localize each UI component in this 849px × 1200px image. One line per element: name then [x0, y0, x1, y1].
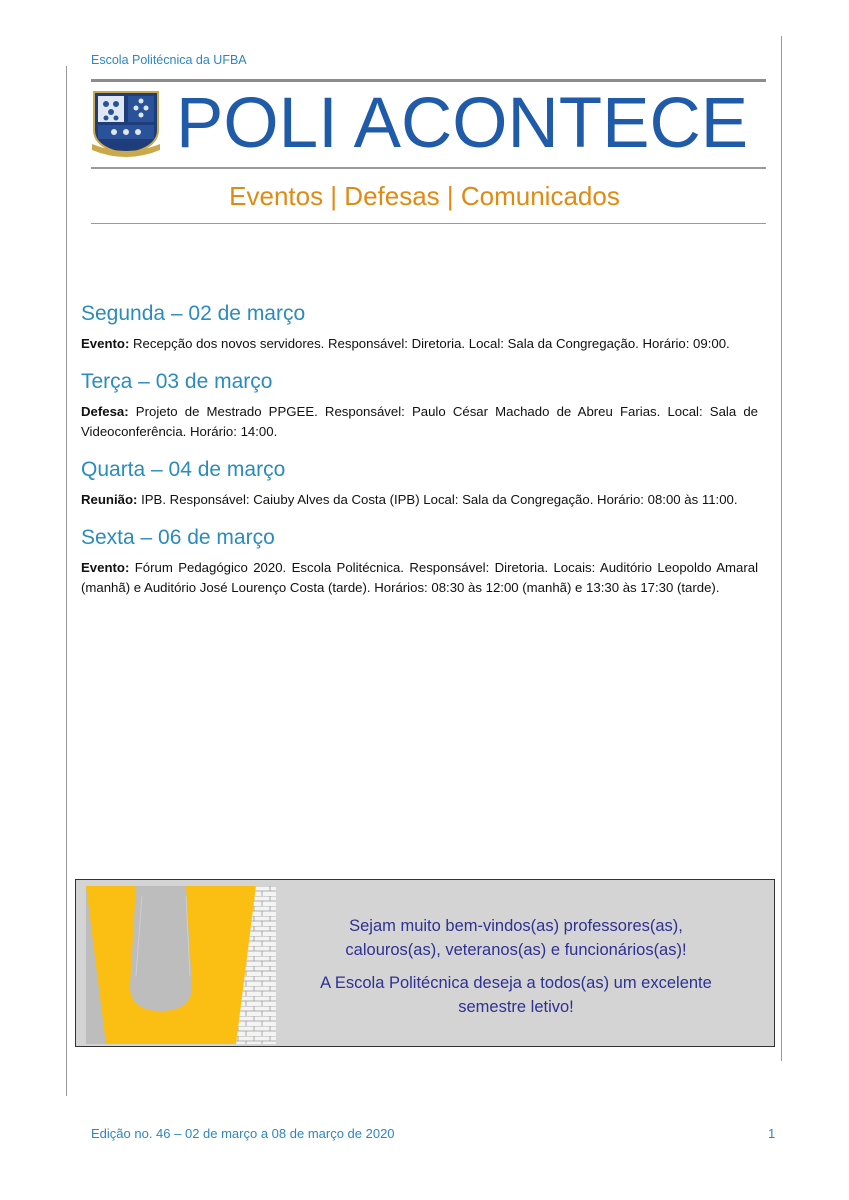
- edition-info: Edição no. 46 – 02 de março a 08 de março de 2020: [91, 1126, 395, 1141]
- day-section: [81, 300, 758, 354]
- entry-text: Recepção dos novos servidores. Responsável: Diretoria. Local: Sala da Congregação. Horário: 09:00.: [129, 336, 730, 351]
- left-margin-line: [66, 66, 67, 1096]
- newsletter-title: POLI ACONTECE: [176, 84, 749, 163]
- header-rule-bottom: [91, 223, 766, 224]
- newsletter-subtitle: Eventos | Defesas | Comunicados: [229, 181, 620, 211]
- banner-message: [306, 914, 726, 1028]
- entry-label: Defesa:: [81, 404, 129, 419]
- entry-label: Evento:: [81, 560, 130, 575]
- header-rule-top: [91, 79, 766, 82]
- header-rule-middle: [91, 167, 766, 169]
- entry-text: Fórum Pedagógico 2020. Escola Politécnica. Responsável: Diretoria. Locais: Auditório Leopoldo Amaral (manhã) e Auditório José Lourenço Costa (tarde). Horários: 08:30 às 12:00 (manhã) e 13:30 às 17:30 (tarde).: [81, 560, 758, 595]
- entry-label: Evento:: [81, 336, 130, 351]
- entry-label: Reunião:: [81, 492, 138, 507]
- schedule-content: [81, 300, 758, 612]
- day-heading: Terça – 03 de março: [81, 370, 273, 393]
- poli-logo-brick-icon: [86, 886, 276, 1044]
- page-number: 1: [768, 1126, 776, 1141]
- day-section: [81, 456, 758, 510]
- welcome-banner: [75, 879, 775, 1047]
- day-entry: [81, 334, 758, 354]
- ufba-crest-icon: [90, 88, 162, 158]
- banner-wishes-text: A Escola Politécnica deseja a todos(as) um excelente semestre letivo!: [320, 974, 712, 1016]
- banner-welcome-text: Sejam muito bem-vindos(as) professores(as), calouros(as), veteranos(as) e funcionários(as)!: [345, 917, 687, 959]
- day-heading: Sexta – 06 de março: [81, 526, 275, 549]
- day-entry: [81, 402, 758, 442]
- entry-text: Projeto de Mestrado PPGEE. Responsável: Paulo César Machado de Abreu Farias. Local: Sala de Videoconferência. Horário: 14:00.: [81, 404, 758, 439]
- day-section: [81, 368, 758, 442]
- day-section: [81, 524, 758, 598]
- day-entry: [81, 558, 758, 598]
- day-heading: Quarta – 04 de março: [81, 458, 286, 481]
- day-heading: Segunda – 02 de março: [81, 302, 306, 325]
- school-name: Escola Politécnica da UFBA: [91, 53, 247, 67]
- entry-text: IPB. Responsável: Caiuby Alves da Costa (IPB) Local: Sala da Congregação. Horário: 08:00 às 11:00.: [137, 492, 738, 507]
- day-entry: [81, 490, 758, 510]
